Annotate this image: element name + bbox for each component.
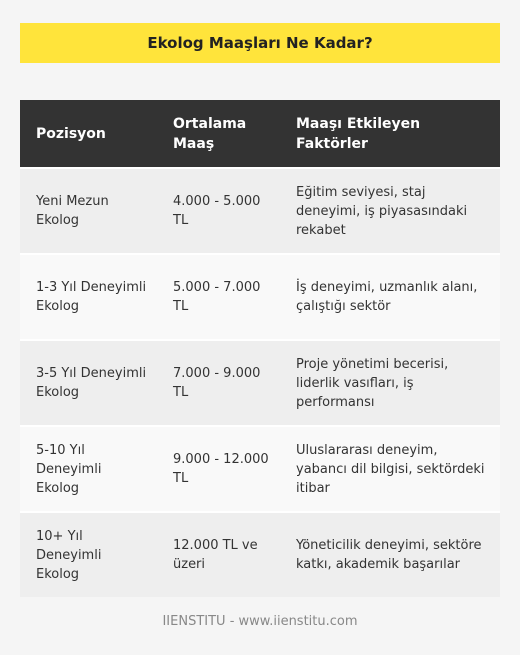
column-header-average-salary: Ortalama Maaş: [157, 100, 280, 168]
table-header-row: [20, 100, 500, 168]
column-header-factors: Maaşı Etkileyen Faktörler: [280, 100, 500, 168]
position-cell: 1-3 Yıl Deneyimli Ekolog: [20, 254, 157, 340]
page-title: Ekolog Maaşları Ne Kadar?: [20, 23, 500, 63]
salary-cell: 5.000 - 7.000 TL: [157, 254, 280, 340]
factors-cell: Proje yönetimi becerisi, liderlik vasıfları, iş performansı: [280, 340, 500, 426]
position-cell: Yeni Mezun Ekolog: [20, 168, 157, 254]
salary-cell: 7.000 - 9.000 TL: [157, 340, 280, 426]
salary-cell: 9.000 - 12.000 TL: [157, 426, 280, 512]
column-header-position: Pozisyon: [20, 100, 157, 168]
table-row: [20, 340, 500, 426]
factors-cell: Eğitim seviyesi, staj deneyimi, iş piyasasındaki rekabet: [280, 168, 500, 254]
salary-cell: 12.000 TL ve üzeri: [157, 512, 280, 597]
salary-table: [20, 100, 500, 597]
table-row: [20, 168, 500, 254]
position-cell: 10+ Yıl Deneyimli Ekolog: [20, 512, 157, 597]
footer-credit: IIENSTITU - www.iienstitu.com: [162, 614, 358, 629]
table-row: [20, 512, 500, 597]
table-row: [20, 426, 500, 512]
position-cell: 5-10 Yıl Deneyimli Ekolog: [20, 426, 157, 512]
position-cell: 3-5 Yıl Deneyimli Ekolog: [20, 340, 157, 426]
factors-cell: Yöneticilik deneyimi, sektöre katkı, akademik başarılar: [280, 512, 500, 597]
salary-cell: 4.000 - 5.000 TL: [157, 168, 280, 254]
table-row: [20, 254, 500, 340]
factors-cell: Uluslararası deneyim, yabancı dil bilgisi, sektördeki itibar: [280, 426, 500, 512]
factors-cell: İş deneyimi, uzmanlık alanı, çalıştığı sektör: [280, 254, 500, 340]
